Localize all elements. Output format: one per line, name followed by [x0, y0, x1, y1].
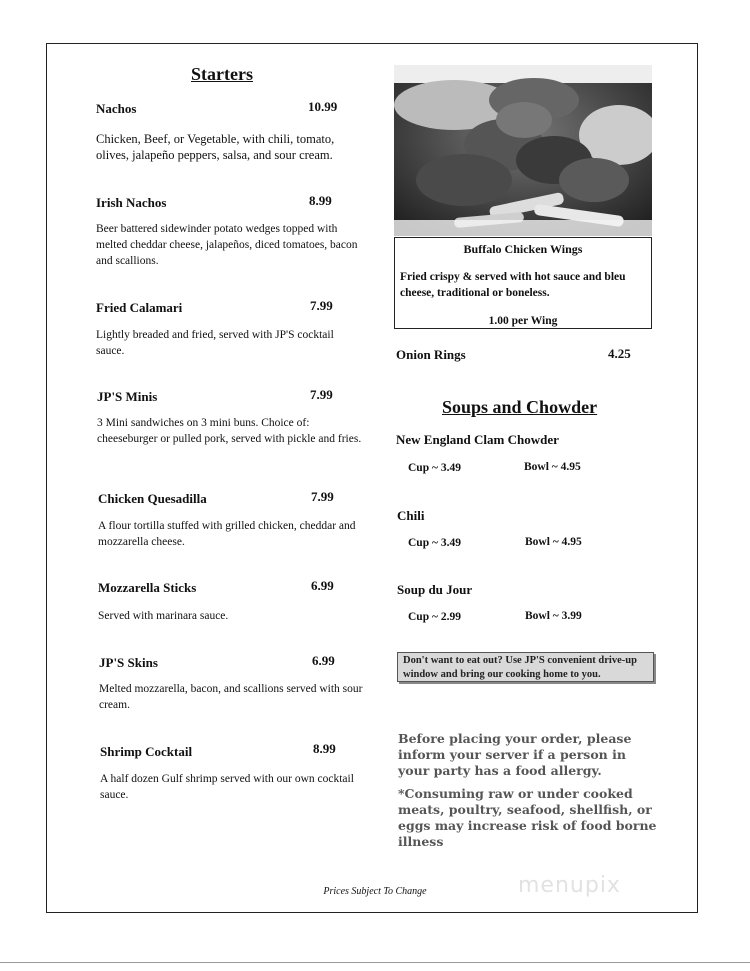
onion-rings-name: Onion Rings [396, 347, 466, 362]
item-description: Lightly breaded and fried, served with JP'S cocktail sauce. [96, 329, 334, 357]
buffalo-wings-box [394, 237, 652, 329]
item-description: A half dozen Gulf shrimp served with our own cocktail sauce. [100, 773, 354, 801]
item-description: Melted mozzarella, bacon, and scallions served with sour cream. [99, 683, 363, 711]
onion-rings-price: 4.25 [608, 346, 631, 361]
item-price: 6.99 [311, 578, 334, 593]
item-name: Shrimp Cocktail [100, 744, 193, 759]
starters-heading: Starters [191, 64, 253, 84]
item-name: Chicken Quesadilla [98, 491, 207, 506]
soup-bowl-price: Bowl ~ 4.95 [525, 536, 582, 548]
soup-name: Soup du Jour [397, 582, 473, 597]
item-price: 7.99 [311, 489, 334, 504]
item-price: 6.99 [312, 653, 335, 668]
item-price: 8.99 [313, 741, 336, 756]
soup-bowl-price: Bowl ~ 4.95 [524, 461, 581, 473]
watermark: menupix [518, 873, 621, 898]
item-description: Chicken, Beef, or Vegetable, with chili, tomato, olives, jalapeño peppers, salsa, and sour cream. [96, 132, 335, 162]
item-name: JP'S Minis [97, 389, 158, 404]
wings-description: Fried crispy & served with hot sauce and bleu cheese, traditional or boneless. [400, 271, 626, 299]
item-name: Nachos [96, 101, 137, 116]
item-name: Mozzarella Sticks [98, 580, 197, 595]
item-description: A flour tortilla stuffed with grilled chicken, cheddar and mozzarella cheese. [98, 520, 356, 548]
item-price: 7.99 [310, 298, 333, 313]
soups-heading: Soups and Chowder [442, 397, 598, 417]
wings-price: 1.00 per Wing [488, 315, 558, 327]
item-description: Beer battered sidewinder potato wedges topped with melted cheddar cheese, jalapeños, diced tomatoes, bacon and scallions. [96, 223, 358, 267]
item-name: JP'S Skins [99, 655, 158, 670]
item-description: 3 Mini sandwiches on 3 mini buns. Choice of: cheeseburger or pulled pork, served with pickle and fries. [97, 417, 362, 445]
item-price: 7.99 [310, 387, 333, 402]
soup-bowl-price: Bowl ~ 3.99 [525, 610, 582, 622]
soup-cup-price: Cup ~ 3.49 [408, 462, 461, 474]
allergy-notice: Before placing your order, please inform your server if a person in your party has a food allergy. [398, 731, 632, 778]
item-name: Fried Calamari [96, 300, 183, 315]
page-bottom-rule [0, 962, 750, 963]
drive-up-banner: Don't want to eat out? Use JP'S convenient drive-up window and bring our cooking home to you. [397, 652, 654, 682]
item-price: 8.99 [309, 193, 332, 208]
buffalo-wings-photo [394, 65, 652, 236]
item-name: Irish Nachos [96, 195, 167, 210]
prices-footer: Prices Subject To Change [323, 886, 427, 897]
soup-name: Chili [397, 508, 425, 523]
item-description: Served with marinara sauce. [98, 610, 229, 622]
raw-food-notice: *Consuming raw or under cooked meats, poultry, seafood, shellfish, or eggs may increase risk of food borne illness [398, 786, 657, 849]
item-price: 10.99 [308, 99, 338, 114]
soup-name: New England Clam Chowder [396, 432, 559, 447]
wings-title: Buffalo Chicken Wings [463, 242, 583, 256]
soup-cup-price: Cup ~ 3.49 [408, 537, 461, 549]
soup-cup-price: Cup ~ 2.99 [408, 611, 461, 623]
